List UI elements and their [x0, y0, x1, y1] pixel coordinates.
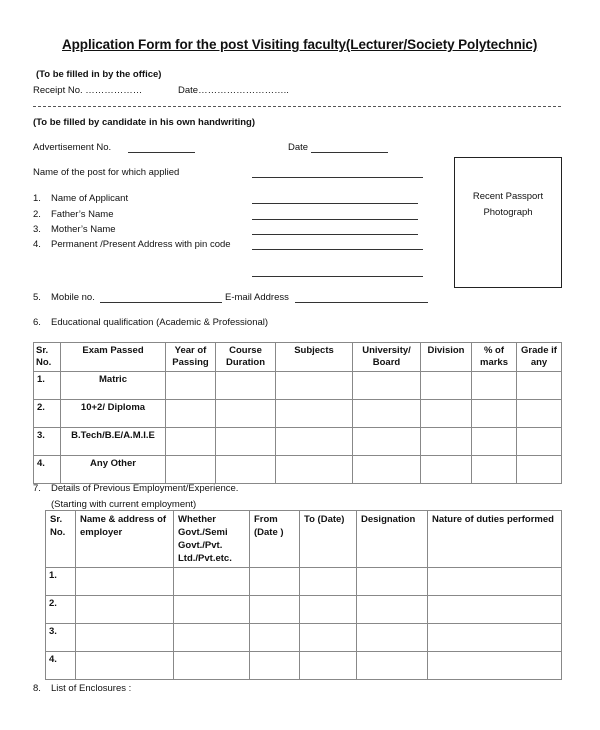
cell[interactable]: [357, 652, 428, 680]
office-heading: (To be filled in by the office): [36, 69, 162, 80]
cell[interactable]: [216, 456, 276, 484]
cell[interactable]: [472, 428, 517, 456]
photo-text: Photograph: [483, 207, 533, 218]
mother-name-field[interactable]: [252, 234, 418, 235]
cell[interactable]: [300, 624, 357, 652]
cell[interactable]: [166, 400, 216, 428]
email-label: E-mail Address: [225, 292, 289, 303]
cell[interactable]: [428, 652, 562, 680]
cell[interactable]: [472, 400, 517, 428]
column-header: Division: [421, 343, 472, 372]
cell[interactable]: [276, 400, 353, 428]
education-table: [33, 342, 562, 484]
table-row: [46, 624, 562, 652]
table-header-row: [46, 511, 562, 568]
cell[interactable]: [76, 596, 174, 624]
cell[interactable]: [353, 456, 421, 484]
date-field[interactable]: [311, 152, 388, 153]
column-header: To (Date): [300, 511, 357, 568]
mobile-label: Mobile no.: [51, 292, 95, 303]
education-label: Educational qualification (Academic & Professional): [51, 317, 269, 328]
cell[interactable]: [353, 372, 421, 400]
cell[interactable]: [300, 596, 357, 624]
column-header: Exam Passed: [61, 343, 166, 372]
exam-name: B.Tech/B.E/A.M.I.E: [61, 428, 166, 456]
receipt-no: Receipt No. ………………: [33, 85, 143, 96]
field-num: 4.: [33, 239, 41, 250]
mother-name-label: Mother’s Name: [51, 224, 116, 235]
cell[interactable]: [174, 624, 250, 652]
cell[interactable]: [517, 372, 562, 400]
applicant-name-label: Name of Applicant: [51, 193, 129, 204]
table-row: [46, 652, 562, 680]
sr-no: 2.: [34, 400, 61, 428]
cell[interactable]: [357, 568, 428, 596]
cell[interactable]: [353, 428, 421, 456]
table-header-row: [34, 343, 562, 372]
sr-no: 3.: [34, 428, 61, 456]
cell[interactable]: [517, 428, 562, 456]
cell[interactable]: [76, 624, 174, 652]
post-field[interactable]: [252, 177, 423, 178]
employment-label: Details of Previous Employment/Experience.: [51, 483, 239, 494]
applicant-name-field[interactable]: [252, 203, 418, 204]
address-field-2[interactable]: [252, 276, 423, 277]
cell[interactable]: [174, 568, 250, 596]
cell[interactable]: [250, 568, 300, 596]
cell[interactable]: [166, 372, 216, 400]
exam-name: Any Other: [61, 456, 166, 484]
table-row: [34, 456, 562, 484]
column-header: Course Duration: [216, 343, 276, 372]
page-title: Application Form for the post Visiting faculty(Lecturer/Society Polytechnic): [62, 37, 538, 52]
column-header: Sr. No.: [34, 343, 61, 372]
sr-no: 2.: [46, 596, 76, 624]
cell[interactable]: [174, 652, 250, 680]
advertisement-label: Advertisement No.: [33, 142, 112, 153]
post-label: Name of the post for which applied: [33, 167, 180, 178]
cell[interactable]: [216, 428, 276, 456]
separator: [33, 106, 561, 107]
employment-table: [45, 510, 562, 680]
cell[interactable]: [250, 596, 300, 624]
cell[interactable]: [276, 428, 353, 456]
cell[interactable]: [76, 568, 174, 596]
column-header: University/ Board: [353, 343, 421, 372]
cell[interactable]: [300, 652, 357, 680]
cell[interactable]: [276, 372, 353, 400]
cell[interactable]: [517, 456, 562, 484]
cell[interactable]: [216, 372, 276, 400]
cell[interactable]: [166, 456, 216, 484]
photo-text: Recent Passport: [472, 191, 544, 202]
column-header: Year of Passing: [166, 343, 216, 372]
column-header: % of marks: [472, 343, 517, 372]
table-row: [34, 372, 562, 400]
cell[interactable]: [174, 596, 250, 624]
sr-no: 4.: [34, 456, 61, 484]
table-row: [46, 596, 562, 624]
cell[interactable]: [166, 428, 216, 456]
email-field[interactable]: [295, 302, 428, 303]
cell[interactable]: [353, 400, 421, 428]
cell[interactable]: [276, 456, 353, 484]
cell[interactable]: [357, 596, 428, 624]
cell[interactable]: [421, 372, 472, 400]
field-num: 5.: [33, 292, 41, 303]
column-header: Name & address of employer: [76, 511, 174, 568]
field-num: 7.: [33, 483, 41, 494]
cell[interactable]: [250, 652, 300, 680]
date-label: Date: [288, 142, 309, 153]
cell[interactable]: [216, 400, 276, 428]
column-header: Nature of duties performed: [428, 511, 562, 568]
cell[interactable]: [421, 456, 472, 484]
column-header: From (Date ): [250, 511, 300, 568]
table-row: [34, 428, 562, 456]
advertisement-field[interactable]: [128, 152, 195, 153]
field-num: 2.: [33, 209, 41, 220]
employment-sublabel: (Starting with current employment): [51, 499, 197, 510]
table-row: [34, 400, 562, 428]
sr-no: 1.: [46, 568, 76, 596]
cell[interactable]: [472, 372, 517, 400]
column-header: Designation: [357, 511, 428, 568]
photo-box: [454, 157, 562, 288]
cell[interactable]: [76, 652, 174, 680]
field-num: 6.: [33, 317, 41, 328]
mobile-field[interactable]: [100, 302, 222, 303]
cell[interactable]: [517, 400, 562, 428]
office-date: Date………………………..: [178, 85, 289, 96]
cell[interactable]: [428, 596, 562, 624]
exam-name: Matric: [61, 372, 166, 400]
cell[interactable]: [472, 456, 517, 484]
sr-no: 3.: [46, 624, 76, 652]
column-header: Subjects: [276, 343, 353, 372]
cell[interactable]: [357, 624, 428, 652]
candidate-heading: (To be filled by candidate in his own handwriting): [33, 117, 256, 128]
cell[interactable]: [421, 400, 472, 428]
father-name-field[interactable]: [252, 219, 418, 220]
sr-no: 4.: [46, 652, 76, 680]
address-field[interactable]: [252, 249, 423, 250]
father-name-label: Father’s Name: [51, 209, 114, 220]
cell[interactable]: [300, 568, 357, 596]
column-header: Grade if any: [517, 343, 562, 372]
table-row: [46, 568, 562, 596]
exam-name: 10+2/ Diploma: [61, 400, 166, 428]
cell[interactable]: [428, 568, 562, 596]
column-header: Sr. No.: [46, 511, 76, 568]
field-num: 3.: [33, 224, 41, 235]
cell[interactable]: [428, 624, 562, 652]
enclosures-label: List of Enclosures :: [51, 683, 132, 694]
cell[interactable]: [250, 624, 300, 652]
sr-no: 1.: [34, 372, 61, 400]
field-num: 8.: [33, 683, 41, 694]
field-num: 1.: [33, 193, 41, 204]
cell[interactable]: [421, 428, 472, 456]
column-header: Whether Govt./Semi Govt./Pvt. Ltd./Pvt.etc.: [174, 511, 250, 568]
address-label: Permanent /Present Address with pin code: [51, 239, 231, 250]
